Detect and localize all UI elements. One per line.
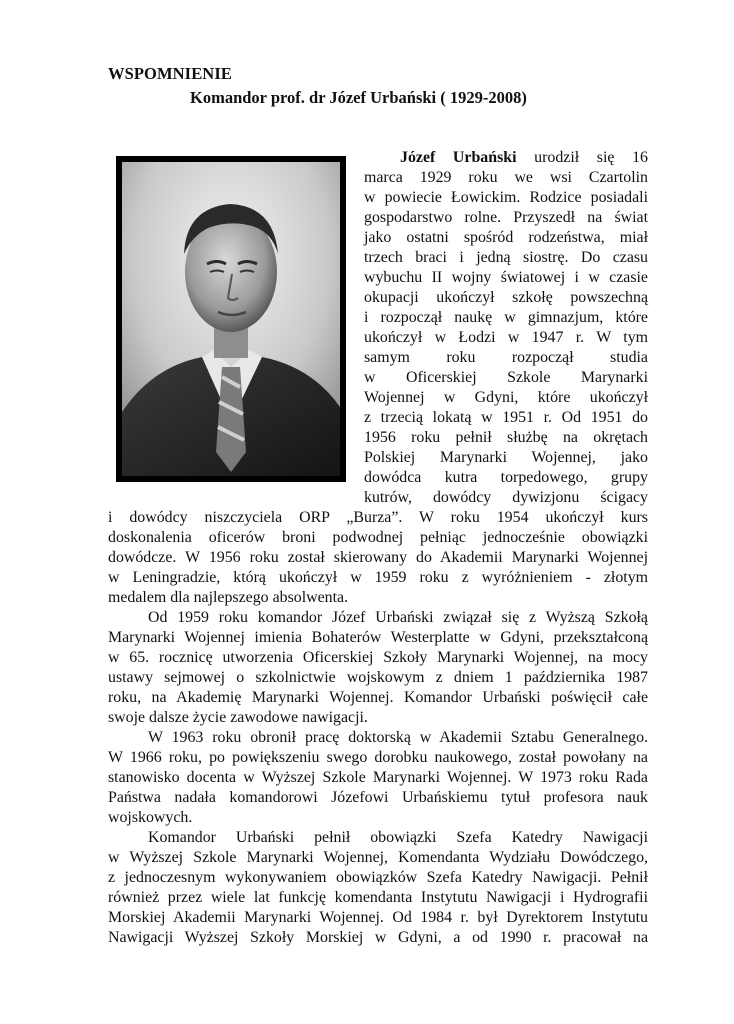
text-line: Państwa nadała komandorowi Józefowi Urbańskiemu tytuł profesora nauk bbox=[108, 789, 648, 806]
text-line: w Wyższej Szkole Marynarki Wojennej, Komendanta Wydziału Dowódczego, bbox=[108, 849, 648, 866]
text-line: dowódcze. W 1956 roku został skierowany do Akademii Marynarki Wojennej bbox=[108, 549, 648, 566]
text-line-beside-photo: marca 1929 roku we wsi Czartolin bbox=[364, 169, 648, 186]
portrait-image bbox=[122, 162, 340, 476]
text-line-beside-photo: jako ostatni spośród rodzeństwa, miał bbox=[364, 229, 648, 246]
text-line-beside-photo: dowódca kutra torpedowego, grupy bbox=[364, 469, 648, 486]
text-line: Morskiej Akademii Marynarki Wojennej. Od 1984 r. był Dyrektorem Instytutu bbox=[108, 909, 648, 926]
text-line: Marynarki Wojennej imienia Bohaterów Westerplatte w Gdyni, przekształconą bbox=[108, 629, 648, 646]
document-subheading: Komandor prof. dr Józef Urbański ( 1929-2008) bbox=[190, 88, 527, 107]
text-line-beside-photo: wybuchu II wojny światowej i w czasie bbox=[364, 269, 648, 286]
text-line: ustawy sejmowej o szkolnictwie wojskowym z dniem 1 października 1987 bbox=[108, 669, 648, 686]
text-line-beside-photo: gospodarstwo rolne. Przyszedł na świat bbox=[364, 209, 648, 226]
text-line: medalem dla najlepszego absolwenta. bbox=[108, 589, 349, 606]
intro-name: Józef Urbański bbox=[400, 149, 517, 166]
paragraph-first-line: W 1963 roku obronił pracę doktorską w Akademii Sztabu Generalnego. bbox=[148, 729, 648, 746]
text-line-beside-photo: ukończył w Łodzi w 1947 r. W tym bbox=[364, 329, 648, 346]
text-line: W 1966 roku, po powiększeniu swego dorobku naukowego, został powołany na bbox=[108, 749, 648, 766]
intro-rest: urodził się 16 bbox=[516, 149, 648, 166]
text-line: z jednoczesnym wykonywaniem obowiązków Szefa Katedry Nawigacji. Pełnił bbox=[108, 869, 648, 886]
paragraph-first-line: Komandor Urbański pełnił obowiązki Szefa Katedry Nawigacji bbox=[148, 829, 648, 846]
text-line-beside-photo: kutrów, dowódcy dywizjonu ścigacy bbox=[364, 489, 648, 506]
text-line: Nawigacji Wyższej Szkoły Morskiej w Gdyni, a od 1990 r. pracował na bbox=[108, 929, 648, 946]
text-line-beside-photo: samym roku rozpoczął studia bbox=[364, 349, 648, 366]
portrait-photo bbox=[116, 156, 346, 482]
text-line: w 65. rocznicę utworzenia Oficerskiej Szkoły Marynarki Wojennej, na mocy bbox=[108, 649, 648, 666]
text-line-beside-photo: okupacji ukończył szkołę powszechną bbox=[364, 289, 648, 306]
text-line: również przez wiele lat funkcję komendanta Instytutu Nawigacji i Hydrografii bbox=[108, 889, 648, 906]
text-line-beside-photo: 1956 roku pełnił służbę na okrętach bbox=[364, 429, 648, 446]
document-heading: WSPOMNIENIE bbox=[108, 64, 232, 83]
text-line: swoje dalsze życie zawodowe nawigacji. bbox=[108, 709, 368, 726]
intro-line bbox=[352, 148, 648, 168]
text-line: stanowisko docenta w Wyższej Szkole Marynarki Wojennej. W 1973 roku Rada bbox=[108, 769, 648, 786]
text-line-beside-photo: w powiecie Łowickim. Rodzice posiadali bbox=[364, 189, 648, 206]
text-line: doskonalenia oficerów broni podwodnej pełniąc jednocześnie obowiązki bbox=[108, 529, 648, 546]
text-line-beside-photo: z trzecią lokatą w 1951 r. Od 1951 do bbox=[364, 409, 648, 426]
text-line: i dowódcy niszczyciela ORP „Burza”. W roku 1954 ukończył kurs bbox=[108, 509, 648, 526]
text-line-beside-photo: i rozpoczął naukę w gimnazjum, które bbox=[364, 309, 648, 326]
text-line: w Leningradzie, którą ukończył w 1959 roku z wyróżnieniem - złotym bbox=[108, 569, 648, 586]
paragraph-first-line: Od 1959 roku komandor Józef Urbański związał się z Wyższą Szkołą bbox=[148, 609, 648, 626]
text-line: roku, na Akademię Marynarki Wojennej. Komandor Urbański poświęcił całe bbox=[108, 689, 648, 706]
text-line-beside-photo: Wojennej w Gdyni, które ukończył bbox=[364, 389, 648, 406]
text-line-beside-photo: trzech braci i jedną siostrę. Do czasu bbox=[364, 249, 648, 266]
text-line-beside-photo: Polskiej Marynarki Wojennej, jako bbox=[364, 449, 648, 466]
text-line-beside-photo: w Oficerskiej Szkole Marynarki bbox=[364, 369, 648, 386]
text-line: wojskowych. bbox=[108, 809, 193, 826]
